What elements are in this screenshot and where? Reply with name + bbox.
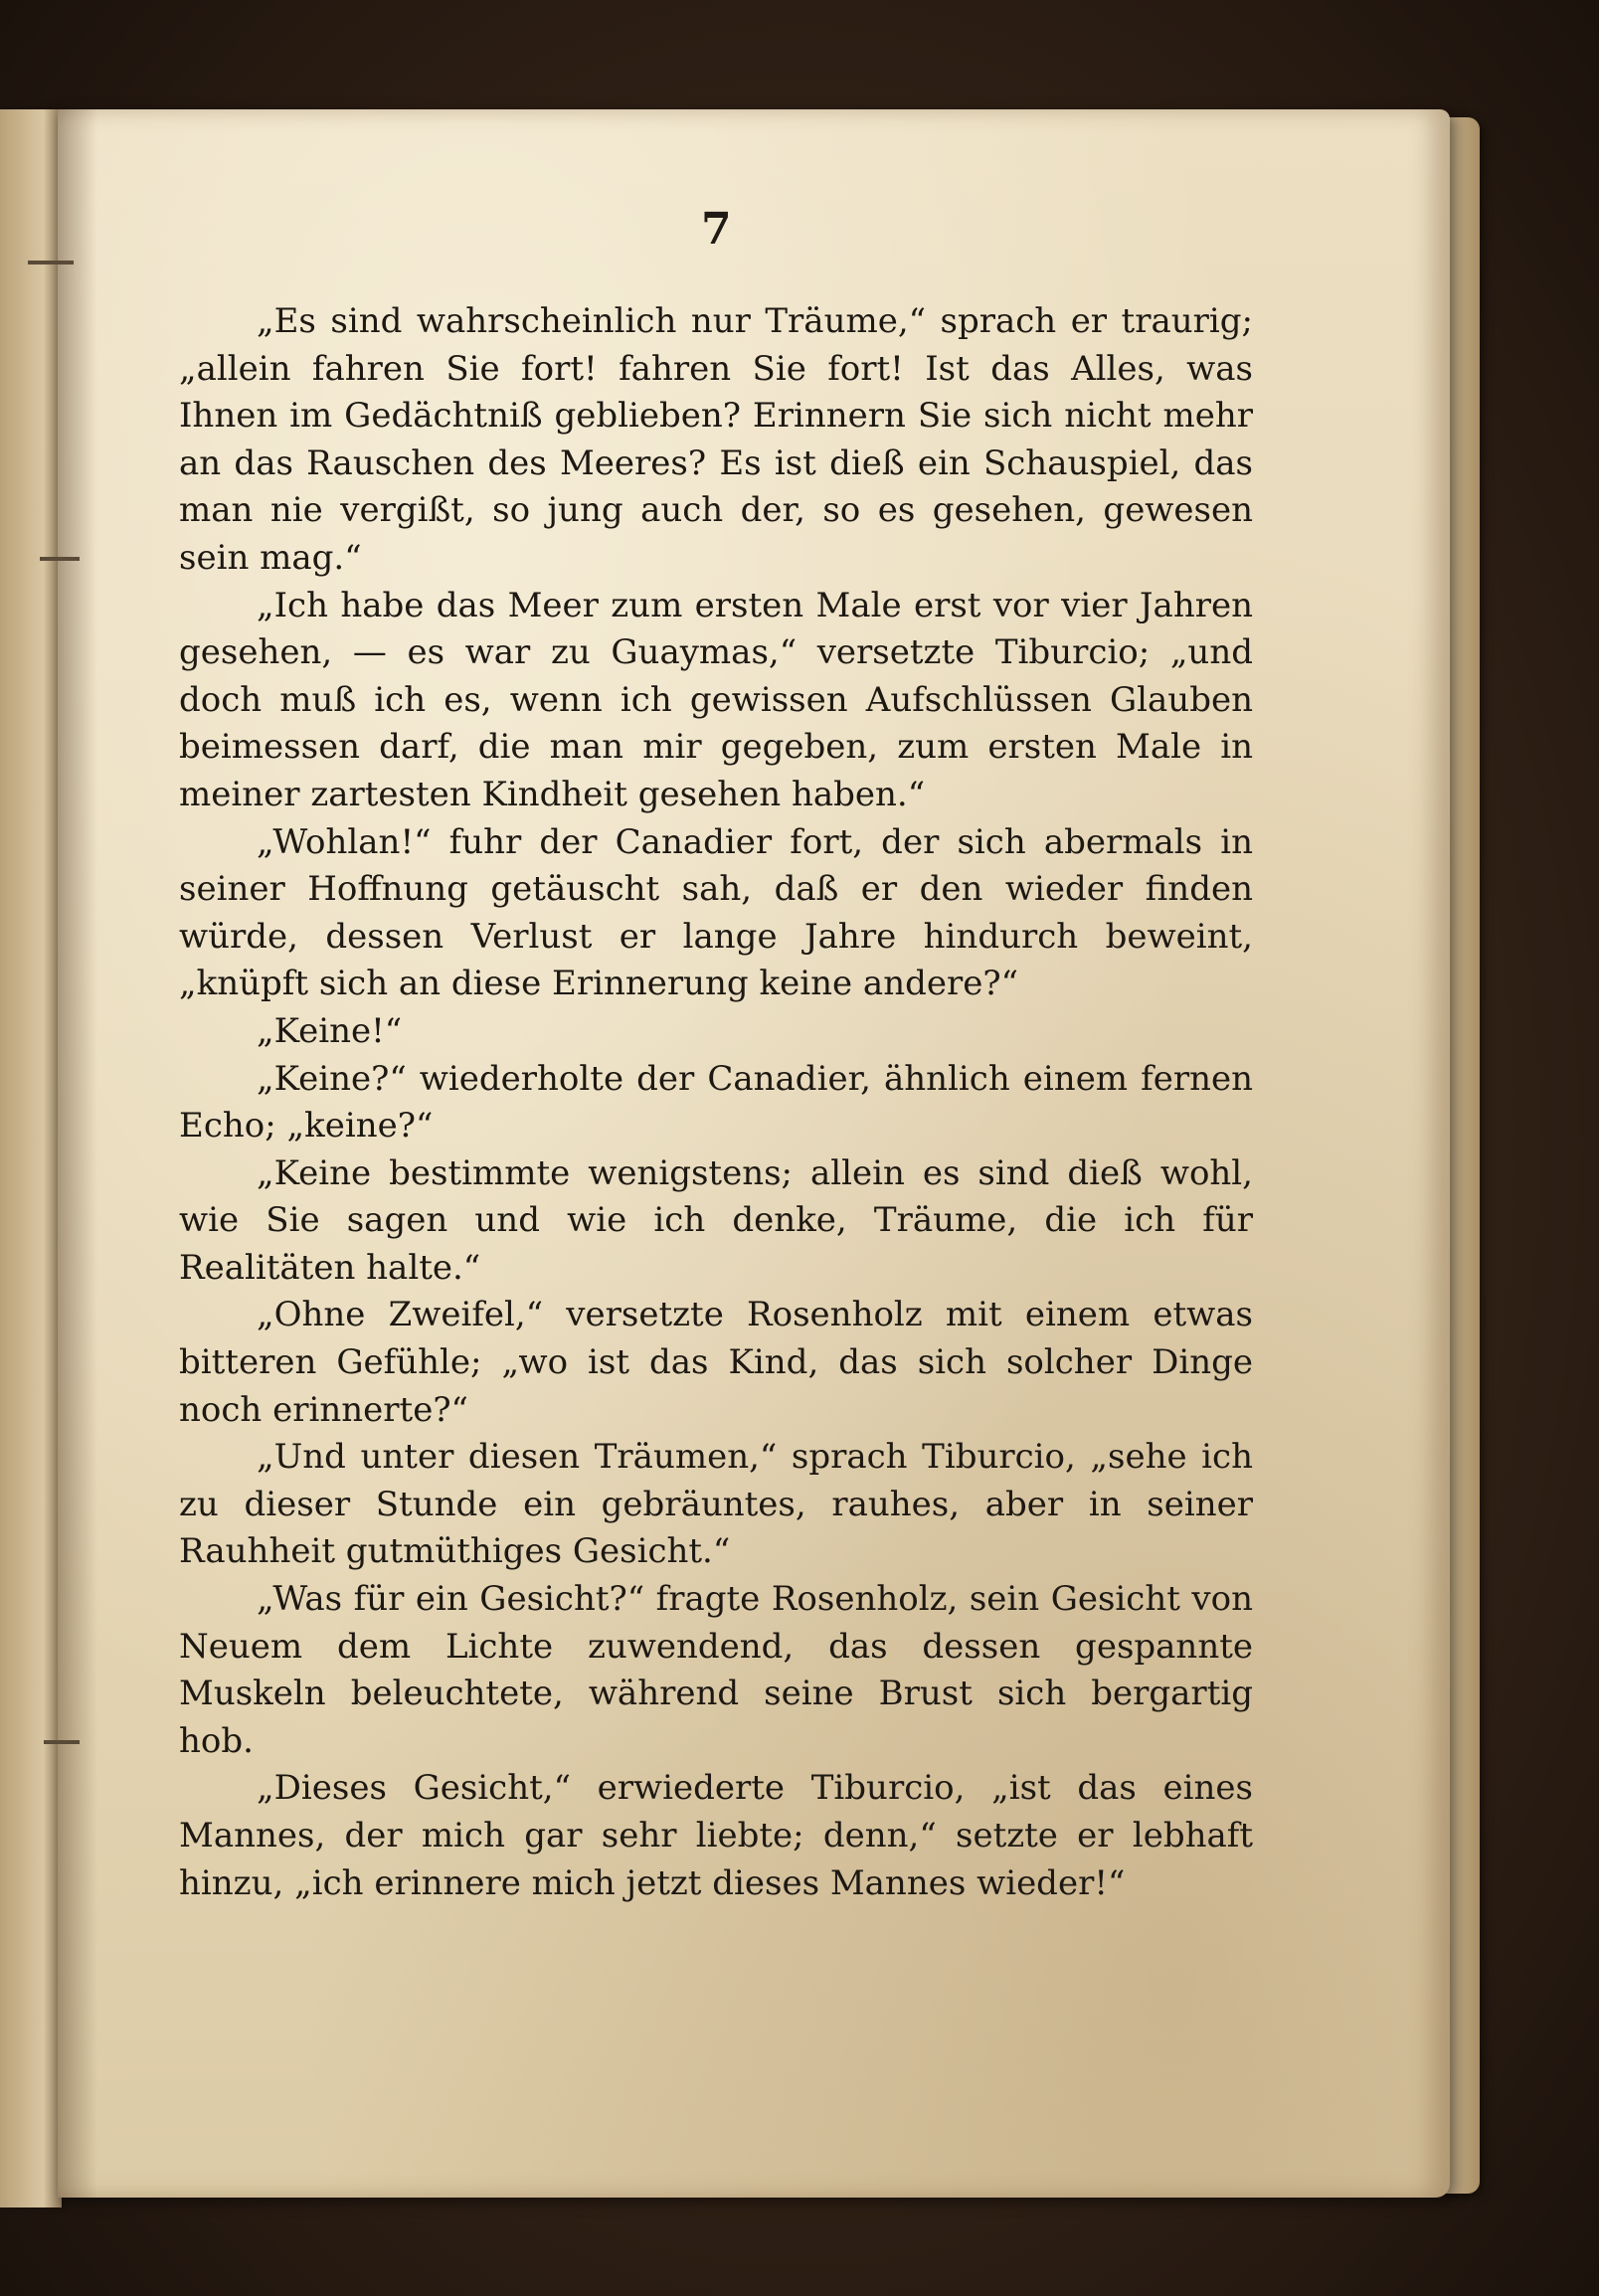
paragraph: „Wohlan!“ fuhr der Canadier fort, der sich abermals in seiner Hoffnung getäuscht sah, daß er den wieder finden würde, dessen Verlust er lange Jahre hindurch beweint, „knüpft sich an diese Erinnerung keine andere?“ xyxy=(179,821,1253,1004)
paragraph: „Keine?“ wiederholte der Canadier, ähnlich einem fernen Echo; „keine?“ xyxy=(179,1058,1253,1147)
paragraph: „Es sind wahrscheinlich nur Träume,“ sprach er traurig; „allein fahren Sie fort! fahren Sie fort! Ist das Alles, was Ihnen im Gedächtniß geblieben? Erinnern Sie sich nicht mehr an das Rauschen des Meeres? Es ist dieß ein Schauspiel, das man nie vergißt, so jung auch der, so es gesehen, gewesen sein mag.“ xyxy=(179,301,1253,578)
paragraph: „Und unter diesen Träumen,“ sprach Tiburcio, „sehe ich zu dieser Stunde ein gebräuntes, rauhes, aber in seiner Rauhheit gutmüthiges Gesicht.“ xyxy=(179,1437,1253,1572)
margin-mark xyxy=(28,261,74,265)
paragraph: „Ohne Zweifel,“ versetzte Rosenholz mit einem etwas bitteren Gefühle; „wo ist das Kind, das sich solcher Dinge noch erinnerte?“ xyxy=(179,1295,1253,1430)
page-number: 7 xyxy=(701,204,732,255)
margin-mark xyxy=(40,557,80,561)
paragraph: „Was für ein Gesicht?“ fragte Rosenholz, sein Gesicht von Neuem dem Lichte zuwendend, das dessen gespannte Muskeln beleuchtete, während seine Brust sich bergartig hob. xyxy=(179,1579,1253,1761)
paragraph: „Ich habe das Meer zum ersten Male erst vor vier Jahren gesehen, — es war zu Guaymas,“ versetzte Tiburcio; „und doch muß ich es, wenn ich gewissen Aufschlüssen Glauben beimessen darf, die man mir gegeben, zum ersten Male in meiner zartesten Kindheit gesehen haben.“ xyxy=(179,585,1253,814)
paragraph: „Keine bestimmte wenigstens; allein es sind dieß wohl, wie Sie sagen und wie ich denke, Träume, die ich für Realitäten halte.“ xyxy=(179,1152,1253,1288)
body-text xyxy=(179,298,1253,1907)
paragraph: „Dieses Gesicht,“ erwiederte Tiburcio, „ist das eines Mannes, der mich gar sehr liebte; denn,“ setzte er lebhaft hinzu, „ich erinnere mich jetzt dieses Mannes wieder!“ xyxy=(179,1768,1253,1903)
paragraph: „Keine!“ xyxy=(257,1010,403,1051)
facing-page-edge xyxy=(0,109,62,2208)
gutter-shadow xyxy=(58,109,97,2198)
margin-mark xyxy=(44,1740,80,1744)
